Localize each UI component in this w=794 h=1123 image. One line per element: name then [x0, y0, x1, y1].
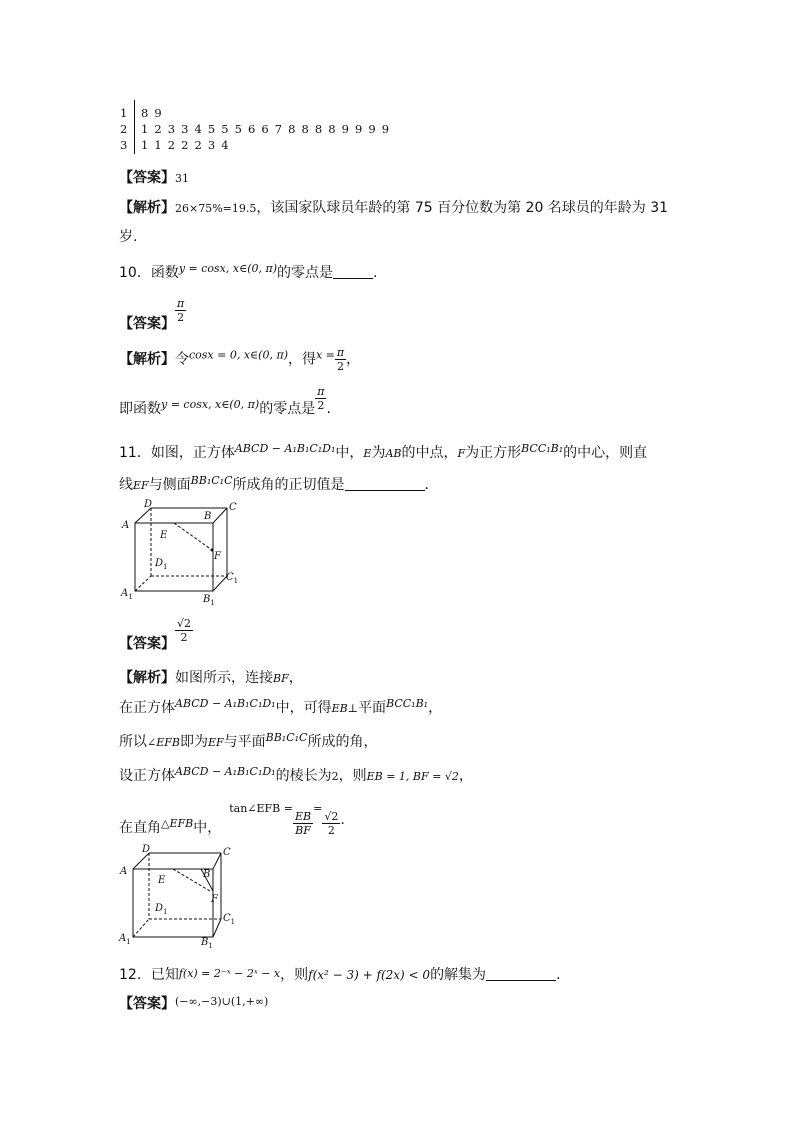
stem-1: 1	[120, 106, 129, 120]
text: 为正方形	[465, 445, 522, 461]
label-d1	[154, 903, 168, 916]
q11-analysis-line1	[119, 667, 303, 687]
stem-divider	[134, 100, 135, 154]
text: 在正方体	[119, 700, 175, 716]
q10-end: .	[373, 265, 378, 281]
segment-ef	[174, 523, 212, 550]
perp: EB⊥	[331, 702, 359, 715]
fraction-result	[322, 810, 340, 837]
formula: 26×75%=19.5	[175, 202, 257, 215]
q9-analysis-line2: 岁.	[119, 229, 138, 245]
text: ，则	[280, 967, 309, 983]
label-c: C	[223, 847, 231, 858]
angle: ∠EFB	[147, 736, 180, 749]
label-c1	[223, 913, 235, 926]
text: ，则	[338, 768, 367, 784]
equals: =	[313, 802, 323, 815]
text: ，得	[287, 351, 316, 368]
text: 中，可得	[275, 700, 332, 716]
point-f: F	[457, 447, 466, 460]
text: 的零点是	[259, 400, 316, 417]
text: 的中点，	[401, 445, 458, 461]
label-b: B	[203, 869, 211, 880]
answer-fraction	[175, 297, 186, 324]
q10-answer	[119, 297, 186, 332]
denominator: 2	[177, 311, 185, 324]
square-name: BCC₁B₁	[521, 442, 564, 455]
text: .	[424, 477, 429, 493]
cube-name: ABCD − A₁B₁C₁D₁	[234, 442, 336, 455]
text: 平面	[358, 700, 387, 716]
numerator: √2	[324, 810, 339, 823]
leaves-2: 1 2 3 3 4 5 5 5 6 6 7 8 8 8 8 9 9 9 9	[141, 122, 391, 136]
q9-analysis-line1	[119, 197, 668, 217]
edge-b1c1	[213, 919, 221, 937]
label-b1-letter: B	[201, 937, 209, 948]
cube-figure-2	[115, 843, 245, 951]
analysis-text: ，该国家队球员年龄的第 75 百分位数为第 20 名球员的年龄为 31	[256, 200, 669, 216]
numerator: EB	[294, 810, 312, 823]
face-name: BB₁C₁C	[265, 731, 308, 744]
edge-a1d1	[135, 576, 151, 591]
label-a1	[120, 588, 133, 601]
x-eq: x =	[315, 348, 335, 362]
label-b1	[200, 937, 213, 950]
analysis-label: 【解析】	[119, 670, 175, 686]
label-d: D	[144, 499, 153, 510]
label-c1-sub: 1	[233, 577, 239, 585]
label-e: E	[160, 530, 168, 541]
label-b1-letter: B	[203, 594, 211, 605]
answer-label: 【答案】	[119, 996, 175, 1012]
q11-question-line2	[119, 474, 429, 494]
numerator: π	[177, 297, 185, 310]
cube-name: ABCD − A₁B₁C₁D₁	[175, 765, 276, 778]
label-a1-sub: 1	[128, 593, 133, 601]
answer-blank	[486, 979, 556, 981]
analysis-label: 【解析】	[119, 200, 175, 216]
q12-question	[119, 964, 561, 984]
front-face	[135, 523, 213, 591]
text: 为	[371, 445, 386, 461]
edge-a1d1	[133, 919, 149, 937]
square-name: BCC₁B₁	[386, 697, 429, 710]
segment-ef: EF	[133, 479, 149, 492]
denominator: 2	[327, 824, 335, 837]
inequality: f(x² − 3) + f(2x) < 0	[308, 968, 431, 982]
label-c1	[226, 572, 238, 585]
label-b: B	[204, 511, 212, 522]
edge-length: 2	[331, 770, 339, 783]
q12-answer	[119, 993, 268, 1013]
text: 所成的角，	[307, 734, 378, 750]
text: 令	[175, 351, 189, 368]
analysis-label: 【解析】	[119, 351, 175, 368]
label-b1-sub: 1	[208, 942, 213, 950]
label-d: D	[142, 844, 151, 855]
text: 即函数	[119, 400, 161, 417]
numerator: √2	[177, 617, 192, 630]
text: 的解集为	[430, 967, 487, 983]
label-d1-sub: 1	[163, 563, 168, 571]
answer-blank	[345, 489, 425, 491]
text: 设正方体	[119, 768, 175, 784]
segment-ab: AB	[385, 447, 402, 460]
fraction	[315, 385, 326, 412]
tan-expr: tan∠EFB =	[229, 802, 293, 815]
label-a1-letter: A	[121, 588, 129, 599]
answer-label: 【答案】	[119, 170, 175, 186]
q10-number: 10．函数	[119, 265, 179, 281]
equation: y = cosx, x∈(0, π)	[161, 397, 260, 411]
text: ，	[346, 351, 361, 368]
label-c1-letter: C	[226, 572, 234, 583]
segment-ef: EF	[207, 736, 224, 749]
numerator: π	[317, 385, 325, 398]
segment-bf: BF	[273, 672, 289, 685]
label-a: A	[120, 866, 128, 877]
equation: cosx = 0, x∈(0, π)	[189, 348, 288, 362]
edge-bc	[213, 853, 221, 869]
text: ，	[458, 768, 473, 784]
fraction	[335, 346, 346, 373]
text: 的棱长为	[275, 768, 332, 784]
text: ，	[288, 670, 303, 686]
text: 12．已知	[119, 967, 179, 983]
denominator: BF	[295, 824, 311, 837]
leaves-3: 1 1 2 2 2 3 4	[141, 138, 230, 152]
q10-func: y = cosx, x∈(0, π)	[178, 262, 278, 275]
text: 11．如图，正方体	[119, 445, 235, 461]
answer-label: 【答案】	[119, 315, 175, 332]
leaves-1: 8 9	[141, 106, 163, 120]
edge-ad	[135, 508, 151, 523]
q10-tail: 的零点是	[277, 265, 334, 281]
values: EB = 1, BF = √2	[366, 770, 459, 783]
text: 在直角	[119, 820, 161, 836]
q11-answer	[119, 617, 193, 652]
label-c1-letter: C	[223, 913, 231, 924]
edge-b1c1	[213, 576, 227, 591]
label-c1-sub: 1	[230, 918, 236, 926]
q11-analysis-line2	[119, 697, 442, 717]
text: 即为	[179, 734, 208, 750]
q11-analysis-line4	[119, 765, 473, 785]
answer-blank	[333, 277, 373, 279]
stem-2: 2	[120, 122, 129, 136]
stem-3: 3	[120, 138, 129, 152]
triangle: △EFB	[161, 817, 194, 830]
denominator: 2	[180, 631, 188, 644]
q11-analysis-line5	[119, 797, 345, 837]
denominator: 2	[337, 360, 345, 373]
label-d1-letter: D	[155, 903, 164, 914]
edge-ad	[133, 853, 149, 869]
q11-analysis-line3	[119, 731, 377, 751]
answer-label: 【答案】	[119, 635, 175, 652]
q10-question	[119, 262, 377, 282]
cube-name: ABCD − A₁B₁C₁D₁	[175, 697, 276, 710]
label-a: A	[122, 520, 130, 531]
label-a1-letter: A	[119, 933, 127, 944]
answer-fraction	[175, 617, 193, 644]
denominator: 2	[317, 399, 325, 412]
label-a1	[118, 933, 131, 946]
edge-bc	[213, 508, 227, 523]
answer-value: 31	[175, 172, 189, 185]
q10-analysis-line2	[119, 385, 331, 417]
text: ，	[428, 700, 443, 716]
text: 与平面	[223, 734, 266, 750]
answer-value: (−∞,−3)∪(1,+∞)	[175, 995, 269, 1008]
numerator: π	[336, 346, 345, 359]
label-d1-letter: D	[155, 558, 164, 569]
text: 所成角的正切值是	[232, 477, 345, 493]
text: 所以	[119, 734, 147, 750]
q10-analysis-line1	[119, 346, 360, 373]
front-face	[133, 869, 213, 937]
point-e: E	[363, 447, 372, 460]
label-f: F	[211, 894, 218, 905]
label-b1-sub: 1	[210, 599, 215, 607]
text: 中，	[335, 445, 364, 461]
q9-answer	[119, 167, 189, 187]
text: 线	[119, 477, 133, 493]
cube-figure-1	[115, 498, 245, 608]
q11-question-line1	[119, 442, 647, 462]
label-d1	[154, 558, 168, 571]
function: f(x) = 2⁻ˣ − 2ˣ − x	[178, 967, 281, 980]
label-f: F	[214, 551, 221, 562]
face-name: BB₁C₁C	[190, 474, 233, 487]
label-a1-sub: 1	[126, 938, 131, 946]
text: .	[556, 967, 561, 983]
label-c: C	[229, 502, 237, 513]
fraction-eb-bf	[293, 810, 313, 837]
label-d1-sub: 1	[163, 908, 168, 916]
text: 的中心，则直	[563, 445, 648, 461]
text: .	[340, 812, 345, 828]
label-e: E	[158, 875, 166, 886]
text: 与侧面	[148, 477, 191, 493]
text: .	[326, 400, 331, 417]
label-b1	[202, 594, 215, 607]
text: 如图所示，连接	[175, 670, 273, 686]
text: 中，	[193, 820, 222, 836]
